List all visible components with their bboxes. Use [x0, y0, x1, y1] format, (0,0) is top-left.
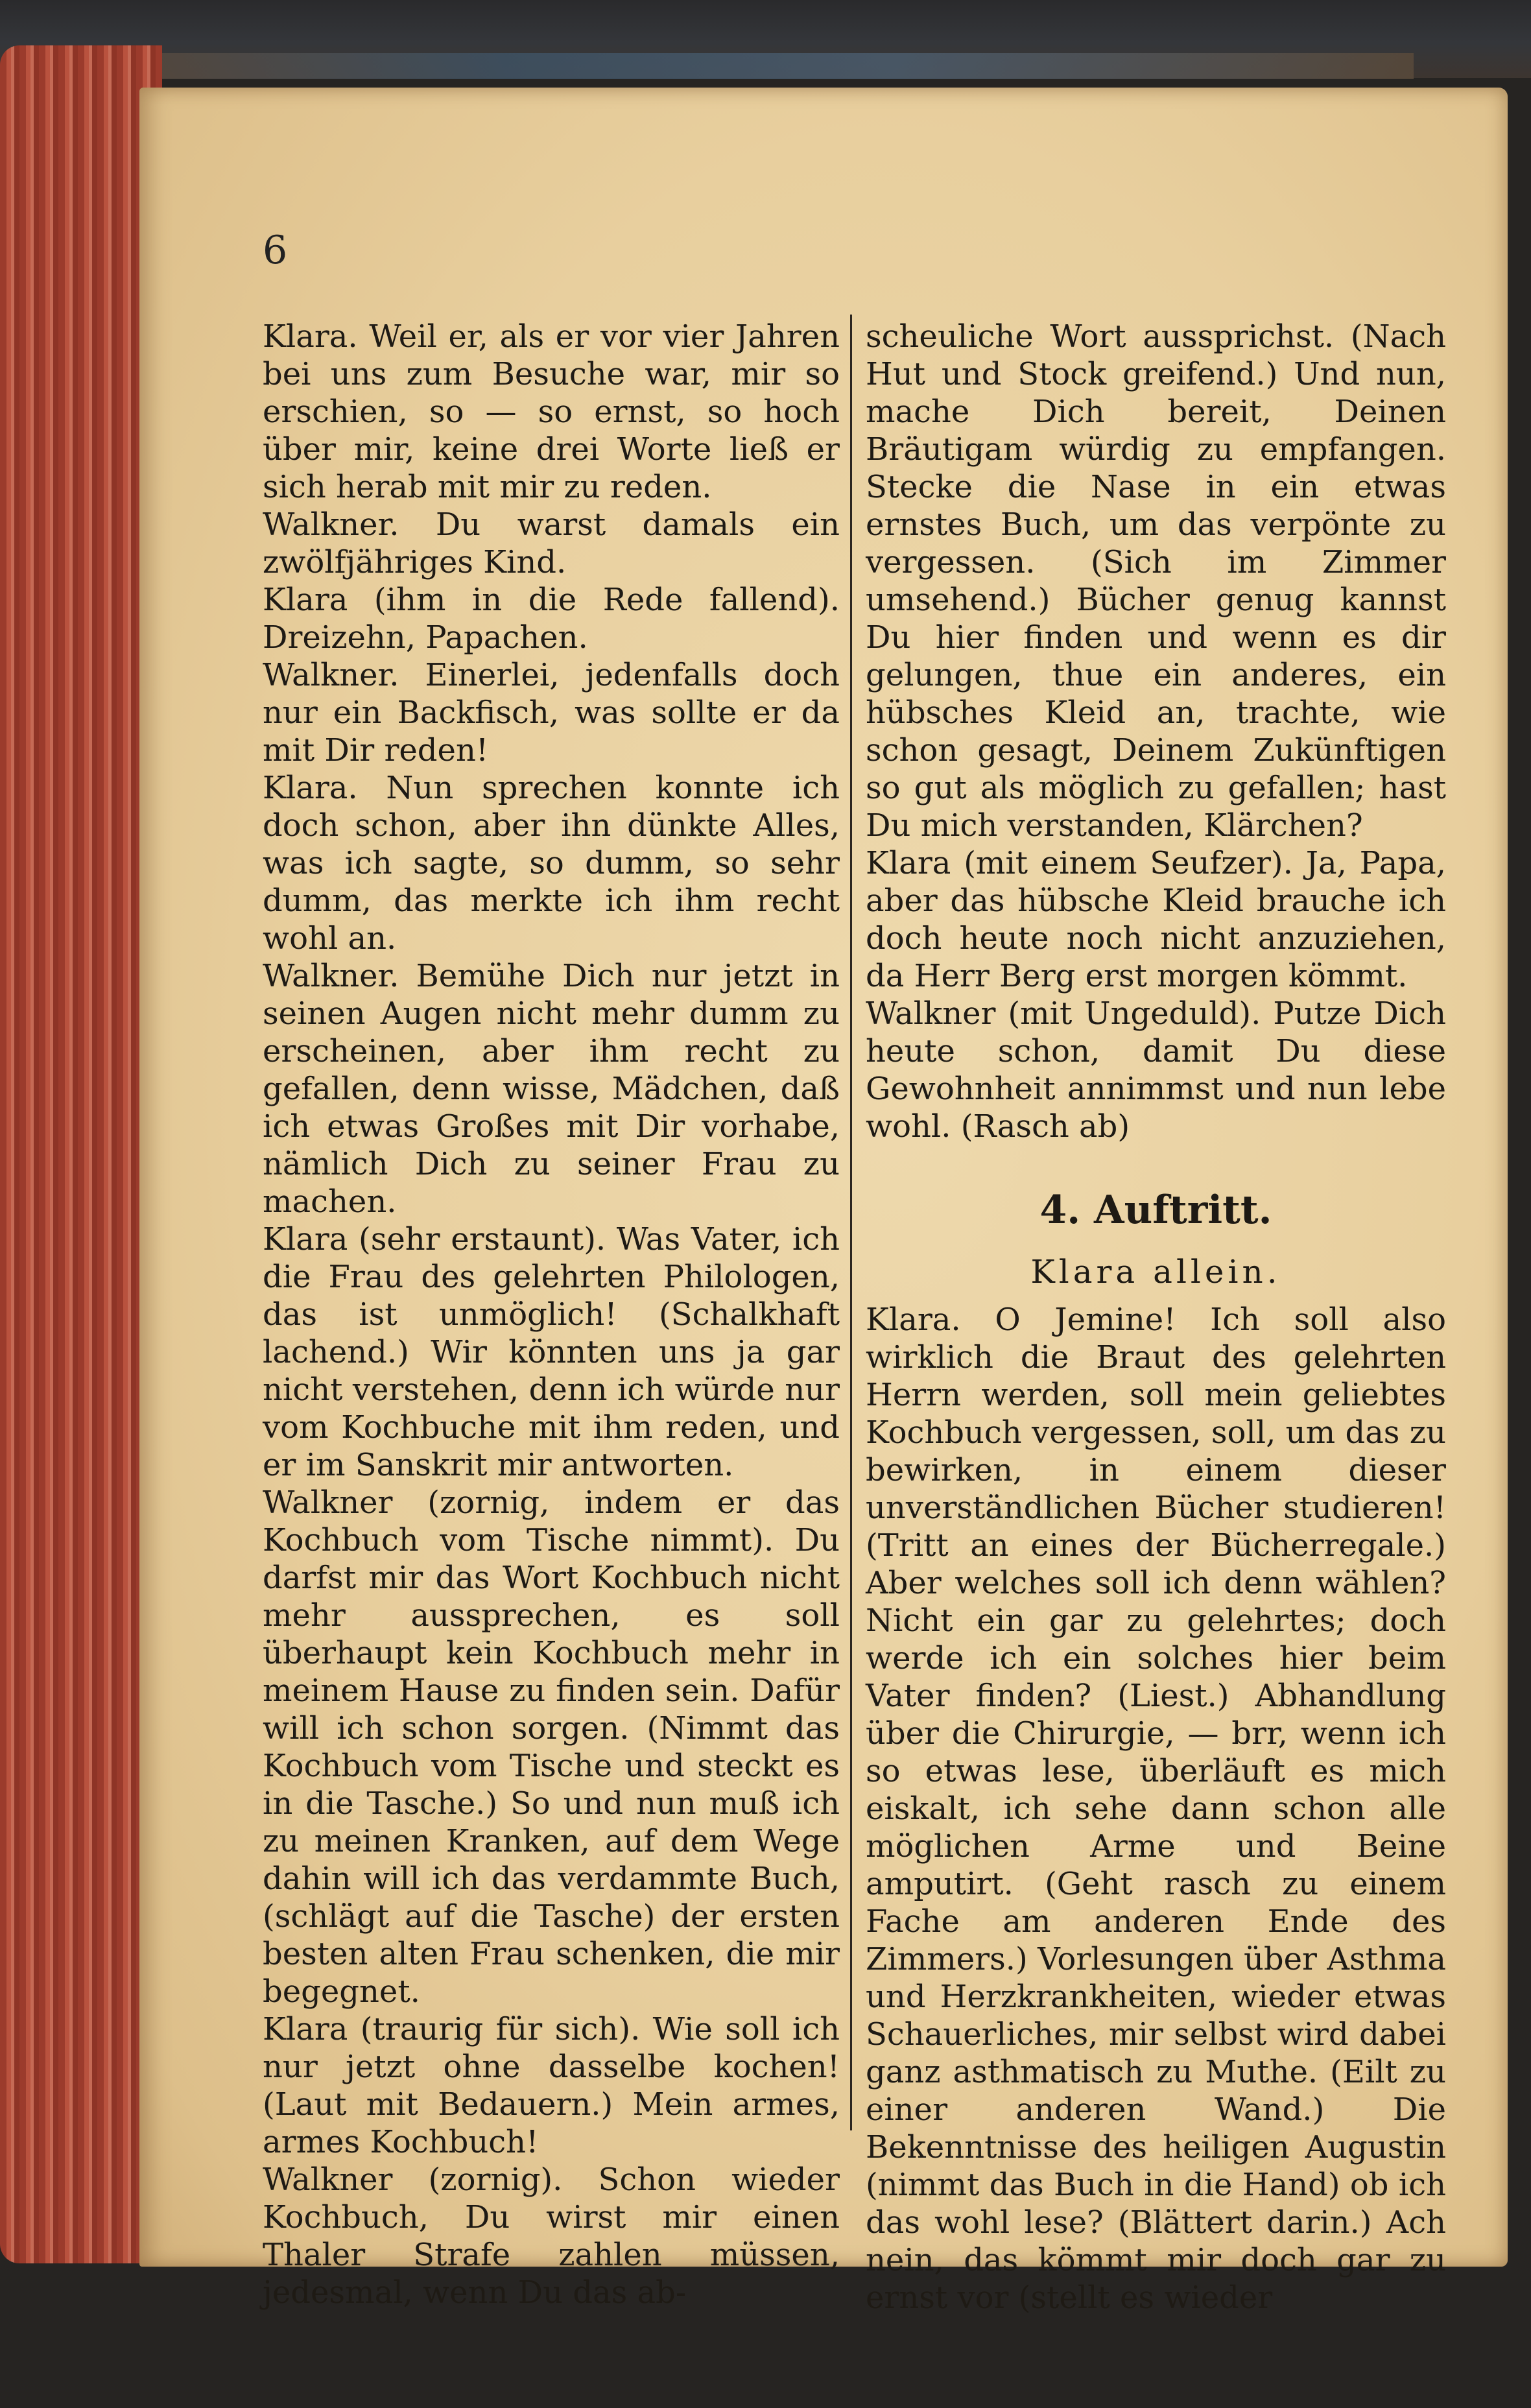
paragraph: Klara (traurig für sich). Wie soll ich nur jetzt ohne dasselbe kochen! (Laut mit Bedauern.) Mein armes, armes Kochbuch! — [263, 2011, 840, 2160]
paragraph: scheuliche Wort aussprichst. (Nach Hut und Stock greifend.) Und nun, mache Dich bereit, Deinen Bräutigam würdig zu empfangen. Stecke die Nase in ein etwas ernstes Buch, um das verpönte zu vergessen. (Sich im Zimmer umsehend.) Bücher genug kannst Du hier finden und wenn es dir gelungen, thue ein anderes, ein hübsches Kleid an, trachte, wie schon gesagt, Deinem Zukünftigen so gut als möglich zu gefallen; hast Du mich verstanden, Klärchen? — [866, 318, 1446, 844]
page-edges — [0, 45, 162, 2263]
paragraph: Klara. Weil er, als er vor vier Jahren bei uns zum Besuche war, mir so erschien, so — so ernst, so hoch über mir, keine drei Worte ließ er sich herab mit mir zu reden. — [263, 318, 840, 505]
paragraph: Walkner. Bemühe Dich nur jetzt in seinen Augen nicht mehr dumm zu erscheinen, aber ihm recht zu gefallen, denn wisse, Mädchen, daß ich etwas Großes mit Dir vorhabe, nämlich Dich zu seiner Frau zu machen. — [263, 958, 840, 1220]
book-cover-binding — [117, 53, 1414, 79]
right-column — [866, 318, 1446, 2317]
paragraph: Walkner. Du warst damals ein zwölfjähriges Kind. — [263, 507, 840, 580]
paragraph: Klara. O Jemine! Ich soll also wirklich die Braut des gelehrten Herrn werden, soll mein geliebtes Kochbuch vergessen, soll, um das zu bewirken, in einem dieser unverständlichen Bücher studieren! (Tritt an eines der Bücherregale.) Aber welches soll ich denn wählen? Nicht ein gar zu gelehrtes; doch werde ich ein solches hier beim Vater finden? (Liest.) Abhandlung über die Chirurgie, — brr, wenn ich so etwas lese, überläuft es mich eiskalt, ich sehe dann schon alle möglichen Arme und Beine amputirt. (Geht rasch zu einem Fache am anderen Ende des Zimmers.) Vorlesungen über Asthma und Herzkrankheiten, wieder etwas Schauerliches, mir selbst wird dabei ganz asthmatisch zu Muthe. (Eilt zu einer anderen Wand.) Die Bekenntnisse des heiligen Augustin (nimmt das Buch in die Hand) ob ich das wohl lese? (Blättert darin.) Ach nein, das kömmt mir doch gar zu ernst vor (stellt es wieder — [866, 1302, 1446, 2316]
paragraph: Walkner (zornig). Schon wieder Kochbuch, Du wirst mir einen Thaler Strafe zahlen müssen, jedesmal, wenn Du das ab- — [263, 2162, 840, 2311]
paragraph: Walkner. Einerlei, jedenfalls doch nur ein Backfisch, was sollte er da mit Dir reden! — [263, 657, 840, 769]
scene-heading: 4. Auftritt. — [1039, 1187, 1272, 1233]
paragraph: Klara (sehr erstaunt). Was Vater, ich die Frau des gelehrten Philologen, das ist unmöglich! (Schalkhaft lachend.) Wir könnten uns ja gar nicht verstehen, denn ich würde nur vom Kochbuche mit ihm reden, und er im Sanskrit mir antworten. — [263, 1221, 840, 1483]
scene-cast: Klara allein. — [1030, 1253, 1281, 1291]
page-number: 6 — [263, 228, 288, 273]
paragraph: Klara (ihm in die Rede fallend). Dreizehn, Papachen. — [263, 582, 840, 656]
paragraph: Walkner (mit Ungeduld). Putze Dich heute schon, damit Du diese Gewohnheit annimmst und nun lebe wohl. (Rasch ab) — [866, 995, 1446, 1145]
left-column — [263, 318, 840, 2311]
column-divider — [850, 315, 852, 2130]
paragraph: Walkner (zornig, indem er das Kochbuch vom Tische nimmt). Du darfst mir das Wort Kochbuch nicht mehr aussprechen, es soll überhaupt kein Kochbuch mehr in meinem Hause zu finden sein. Dafür will ich schon sorgen. (Nimmt das Kochbuch vom Tische und steckt es in die Tasche.) So und nun muß ich zu meinen Kranken, auf dem Wege dahin will ich das verdammte Buch, (schlägt auf die Tasche) der ersten besten alten Frau schenken, die mir begegnet. — [263, 1484, 840, 2010]
paragraph: Klara. Nun sprechen konnte ich doch schon, aber ihn dünkte Alles, was ich sagte, so dumm, so sehr dumm, das merkte ich ihm recht wohl an. — [263, 770, 840, 957]
paragraph: Klara (mit einem Seufzer). Ja, Papa, aber das hübsche Kleid brauche ich doch heute noch nicht anzuziehen, da Herr Berg erst morgen kömmt. — [866, 845, 1446, 994]
